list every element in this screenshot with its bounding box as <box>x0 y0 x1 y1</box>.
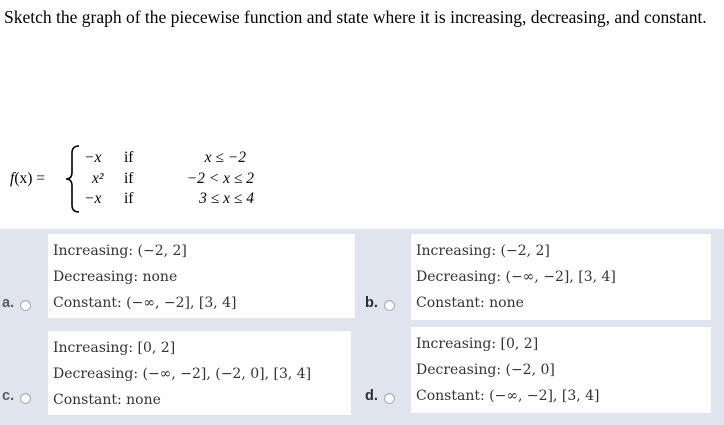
option-d-text[interactable] <box>411 327 711 413</box>
left-brace-icon <box>63 144 83 214</box>
constant-text: Constant: none <box>53 392 161 408</box>
case-if: if <box>124 169 134 187</box>
answer-choices <box>0 229 724 425</box>
function-cases <box>84 148 254 210</box>
decreasing-text: Decreasing: (−2, 0] <box>416 362 555 378</box>
option-letter: c. <box>2 388 15 404</box>
decreasing-text: Decreasing: none <box>53 269 178 285</box>
constant-text: Constant: none <box>416 295 524 311</box>
option-letter: b. <box>365 295 378 311</box>
decreasing-text: Decreasing: (−∞, −2], (−2, 0], [3, 4] <box>53 366 312 382</box>
case-row <box>84 169 254 190</box>
option-a[interactable] <box>0 229 362 325</box>
decreasing-text: Decreasing: (−∞, −2], [3, 4] <box>416 269 616 285</box>
radio-button[interactable] <box>384 300 395 311</box>
case-expression: −x <box>84 149 102 166</box>
equals-sign: = <box>36 170 46 187</box>
option-letter: d. <box>365 388 378 404</box>
case-row <box>84 189 254 210</box>
increasing-text: Increasing: [0, 2] <box>53 340 176 356</box>
option-c[interactable] <box>0 325 362 425</box>
radio-button[interactable] <box>20 300 31 311</box>
case-condition: 3 ≤ x ≤ 4 <box>199 190 254 207</box>
option-d[interactable] <box>362 325 724 425</box>
option-b-text[interactable] <box>411 234 711 320</box>
function-variable: (x) <box>14 170 33 187</box>
option-c-text[interactable] <box>48 331 351 415</box>
increasing-text: Increasing: (−2, 2] <box>416 243 550 259</box>
function-label <box>10 170 45 188</box>
case-condition: −2 < x ≤ 2 <box>186 169 254 187</box>
radio-button[interactable] <box>384 393 395 404</box>
question-text: Sketch the graph of the piecewise function and state where it is increasing, decreasing, and constant. <box>4 7 707 27</box>
option-a-text[interactable] <box>48 234 355 318</box>
case-if: if <box>124 190 134 207</box>
constant-text: Constant: (−∞, −2], [3, 4] <box>53 295 237 311</box>
constant-text: Constant: (−∞, −2], [3, 4] <box>416 388 600 404</box>
case-expression: −x <box>84 190 102 207</box>
function-name: f <box>10 170 15 187</box>
radio-button[interactable] <box>20 393 31 404</box>
case-if: if <box>124 149 134 166</box>
option-b[interactable] <box>362 229 724 325</box>
increasing-text: Increasing: (−2, 2] <box>53 243 187 259</box>
case-expression: x² <box>92 169 104 187</box>
case-condition: x ≤ −2 <box>204 149 246 166</box>
case-row <box>84 148 254 169</box>
option-letter: a. <box>2 295 15 311</box>
increasing-text: Increasing: [0, 2] <box>416 336 539 352</box>
